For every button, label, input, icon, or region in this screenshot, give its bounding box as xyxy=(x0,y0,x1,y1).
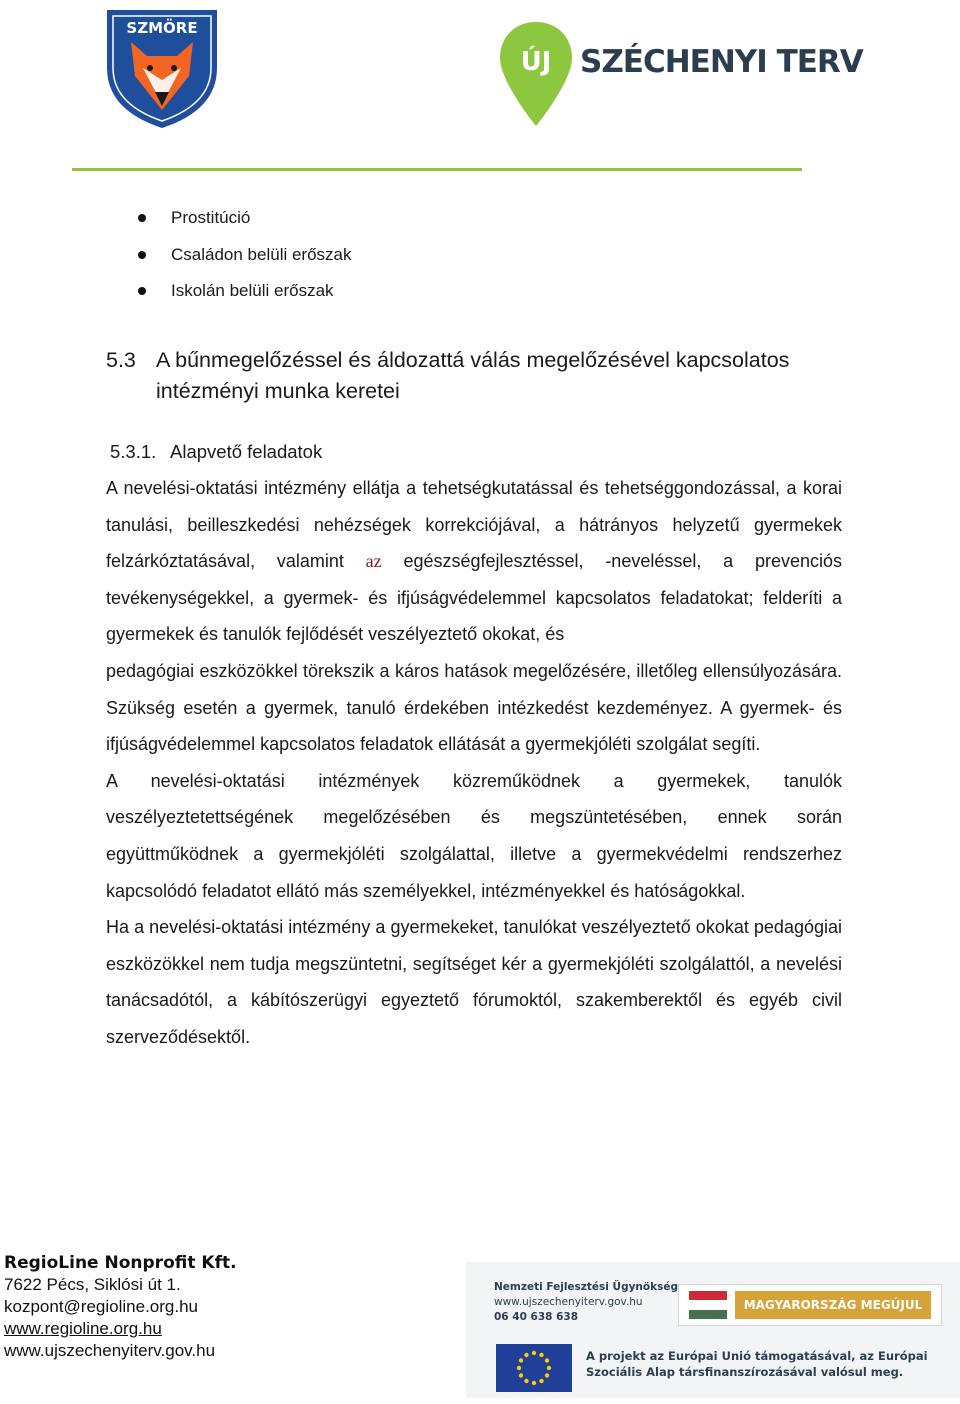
bullet-icon xyxy=(138,214,146,222)
company-name: RegioLine Nonprofit Kft. xyxy=(4,1253,237,1273)
paragraph: A nevelési-oktatási intézmények közreműködnek a gyermekek, tanulók veszélyeztetettségének megelőzésében és megszüntetésében, ennek során együttműködnek a gyermekjóléti szolgálattal, illetve a gyermekvédelmi rendszerhez kapcsolódó feladatot ellátó más személyekkel, intézményekkel és hatóságokkal. xyxy=(106,770,842,901)
list-item xyxy=(138,277,352,314)
list-item xyxy=(138,204,352,241)
list-item-text: Családon belüli erőszak xyxy=(171,244,352,264)
szmore-logo-text: SZMÖRE xyxy=(126,19,198,37)
bullet-list xyxy=(138,204,352,314)
eu-funding-text: A projekt az Európai Unió támogatásával, az Európai Szociális Alap társfinanszírozásával valósul meg. xyxy=(586,1349,928,1379)
location-pin-icon xyxy=(496,18,576,128)
list-item xyxy=(138,241,352,278)
email-address[interactable]: kozpont@regioline.org.hu xyxy=(4,1297,198,1316)
paragraph: Ha a nevelési-oktatási intézmény a gyermekeket, tanulókat veszélyeztető okokat pedagógiai eszközökkel nem tudja megszüntetni, segítséget kér a gyermekjóléti szolgálattól, a nevelési tanácsadótól, a kábítószerügyi egyeztető fórumoktól, szakemberektől és egyéb civil szerveződésektől. xyxy=(106,917,842,1047)
list-item-text: Prostitúció xyxy=(171,208,251,227)
highlighted-word: az xyxy=(365,551,382,572)
section-number: 5.3 xyxy=(106,348,136,372)
nfu-phone: 06 40 638 638 xyxy=(494,1311,579,1323)
footer-address xyxy=(4,1252,237,1362)
header-divider xyxy=(72,168,802,171)
subsection-heading xyxy=(110,438,322,466)
website-link-2[interactable]: www.ujszechenyiterv.gov.hu xyxy=(4,1341,216,1360)
subsection-title: Alapvető feladatok xyxy=(170,441,323,462)
section-title: A bűnmegelőzéssel és áldozattá válás megelőzésével kapcsolatos intézményi munka keretei xyxy=(156,348,790,403)
nfu-block xyxy=(494,1280,678,1325)
szechenyi-logo-text: SZÉCHENYI TERV xyxy=(580,44,863,80)
body-text xyxy=(106,470,842,1056)
nfu-url: www.ujszechenyiterv.gov.hu xyxy=(494,1296,643,1308)
szechenyi-terv-logo xyxy=(496,18,863,128)
street-address: 7622 Pécs, Siklósi út 1. xyxy=(4,1275,181,1294)
footer-logos-banner xyxy=(466,1262,960,1398)
uj-logo-text: ÚJ xyxy=(520,47,552,77)
szmore-shield-icon xyxy=(103,6,221,130)
magyarorszag-megujul-logo xyxy=(678,1284,942,1326)
bullet-icon xyxy=(138,287,146,295)
mm-label: MAGYARORSZÁG MEGÚJUL xyxy=(735,1291,931,1319)
paragraph: A nevelési-oktatási intézmény ellátja a tehetségkutatással és tehetséggondozással, a korai tanulási, beilleszkedési nehézségek korrekciójával, a hátrányos helyzetű gyermekek felzárkóztatásával, valamint az egészségfejlesztéssel, -neveléssel, a prevenciós tevékenységekkel, a gyermek- és ifjúságvédelemmel kapcsolatos feladatokat; felderíti a gyermekek és tanulók fejlődését veszélyeztető okokat, és xyxy=(106,478,842,645)
section-heading xyxy=(106,345,846,407)
szmore-logo xyxy=(103,6,221,130)
subsection-number: 5.3.1. xyxy=(110,441,157,462)
list-item-text: Iskolán belüli erőszak xyxy=(171,281,334,300)
paragraph: pedagógiai eszközökkel törekszik a káros hatások megelőzésére, illetőleg ellensúlyozására. Szükség esetén a gyermek, tanuló érdekében intézkedést kezdeményez. A gyermek- és ifjúságvédelemmel kapcsolatos feladatok ellátását a gyermekjóléti szolgálat segíti. xyxy=(106,660,842,755)
website-link[interactable]: www.regioline.org.hu xyxy=(4,1319,162,1338)
eu-flag-icon xyxy=(496,1344,572,1392)
nfu-name: Nemzeti Fejlesztési Ügynökség xyxy=(494,1281,678,1293)
bullet-icon xyxy=(138,251,146,259)
hungarian-flag-icon xyxy=(689,1291,727,1319)
